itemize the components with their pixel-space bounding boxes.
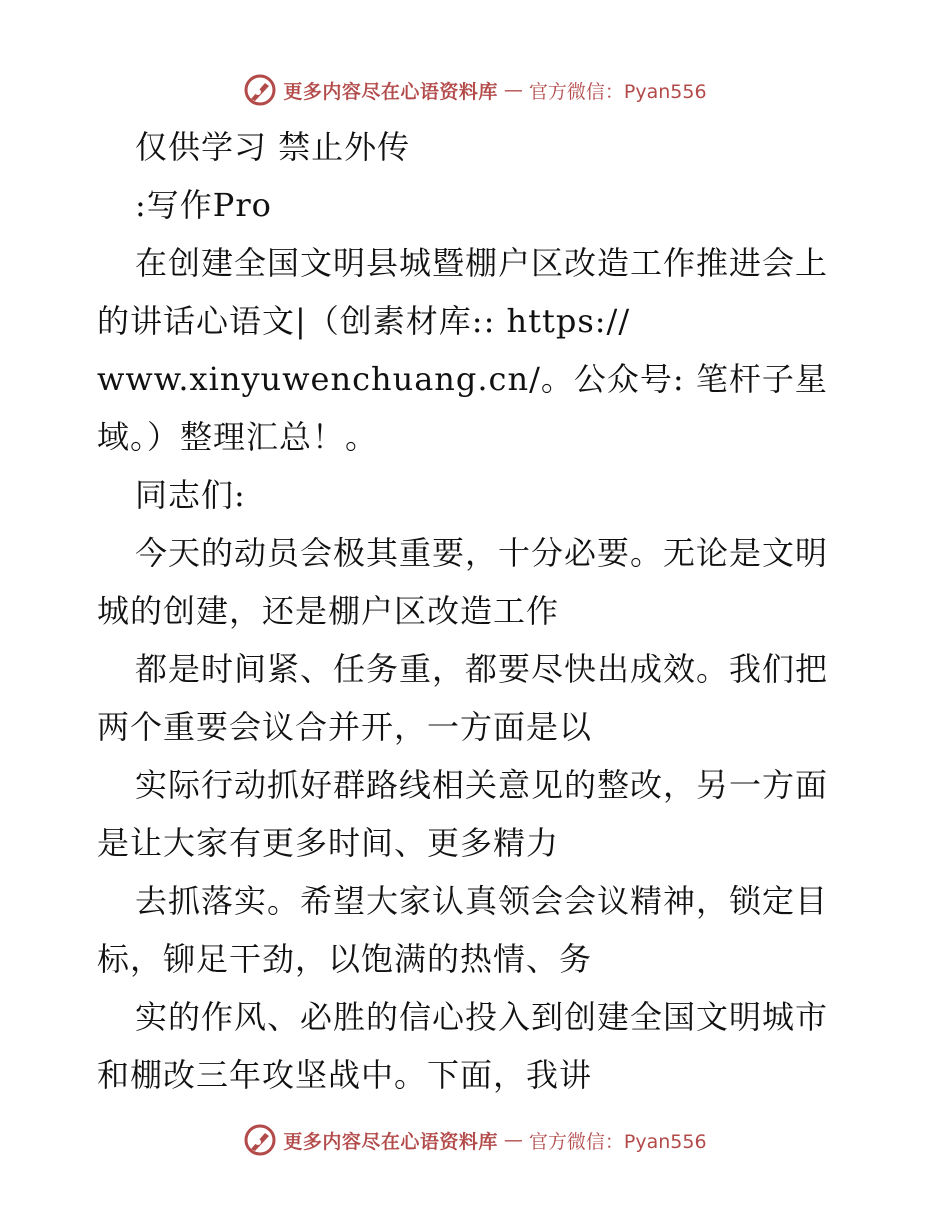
text-line: 在创建全国文明县城暨棚户区改造工作推进会上 xyxy=(135,244,829,282)
banner-separator: — xyxy=(503,1129,523,1151)
text-line: 和棚改三年攻坚战中。下面，我讲 xyxy=(97,1056,593,1094)
text-line: :写作Pro xyxy=(135,186,272,224)
pen-logo-icon xyxy=(243,1123,277,1157)
text-line: 仅供学习 禁止外传 xyxy=(135,128,411,166)
header-banner xyxy=(0,72,950,108)
site-name-text: 更多内容尽在心语资料库 xyxy=(283,1130,498,1153)
text-line: 城的创建，还是棚户区改造工作 xyxy=(97,592,560,630)
footer-banner xyxy=(0,1122,950,1158)
text-line: 同志们: xyxy=(135,476,246,514)
pen-logo-icon xyxy=(243,73,277,107)
wechat-contact-text: 官方微信：Pyan556 xyxy=(528,80,707,103)
text-line: 域。）整理汇总！。 xyxy=(97,418,379,456)
text-line: 是让大家有更多时间、更多精力 xyxy=(97,824,560,862)
text-line: www.xinyuwenchuang.cn/。公众号: 笔杆子星 xyxy=(97,360,828,398)
wechat-contact-text: 官方微信：Pyan556 xyxy=(528,1130,707,1153)
header-banner-inner xyxy=(243,73,706,107)
text-line: 标，铆足干劲，以饱满的热情、务 xyxy=(97,940,593,978)
text-line: 的讲话心语文|（创素材库:: https:// xyxy=(97,302,631,340)
text-line: 今天的动员会极其重要，十分必要。无论是文明 xyxy=(135,534,829,572)
document-body xyxy=(97,118,857,1104)
banner-separator: — xyxy=(503,79,523,101)
footer-banner-inner xyxy=(243,1123,706,1157)
text-line: 实的作风、必胜的信心投入到创建全国文明城市 xyxy=(135,998,829,1036)
text-line: 都是时间紧、任务重，都要尽快出成效。我们把 xyxy=(135,650,829,688)
text-line: 实际行动抓好群路线相关意见的整改，另一方面 xyxy=(135,766,829,804)
site-name-text: 更多内容尽在心语资料库 xyxy=(283,80,498,103)
text-line: 两个重要会议合并开，一方面是以 xyxy=(97,708,593,746)
text-line: 去抓落实。希望大家认真领会会议精神，锁定目 xyxy=(135,882,829,920)
